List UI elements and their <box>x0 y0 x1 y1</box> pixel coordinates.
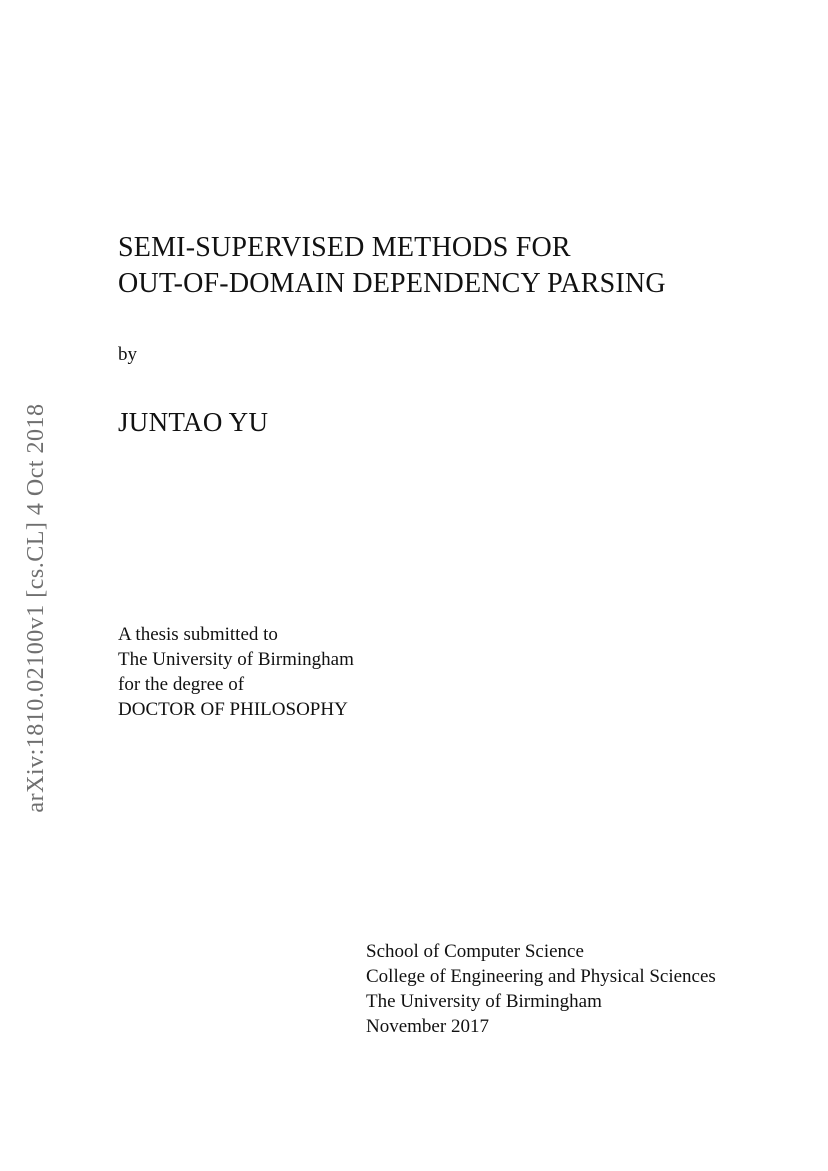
degree-name: DOCTOR OF PHILOSOPHY <box>118 699 348 720</box>
thesis-title-line-2: OUT-OF-DOMAIN DEPENDENCY PARSING <box>118 268 666 299</box>
submission-statement <box>118 622 354 722</box>
submission-line-3: for the degree of <box>118 674 245 695</box>
thesis-title <box>118 230 666 302</box>
submission-line-2: The University of Birmingham <box>118 649 354 670</box>
author-name: JUNTAO YU <box>118 407 269 437</box>
college-name: College of Engineering and Physical Sciences <box>366 966 716 987</box>
arxiv-identifier-stamp: arXiv:1810.02100v1 [cs.CL] 4 Oct 2018 <box>23 403 49 813</box>
school-name: School of Computer Science <box>366 941 584 962</box>
affiliation-block <box>366 939 716 1039</box>
university-name: The University of Birmingham <box>366 991 602 1012</box>
submission-date: November 2017 <box>366 1016 489 1037</box>
by-label: by <box>118 344 137 365</box>
thesis-title-line-1: SEMI-SUPERVISED METHODS FOR <box>118 232 571 263</box>
submission-line-1: A thesis submitted to <box>118 624 278 645</box>
